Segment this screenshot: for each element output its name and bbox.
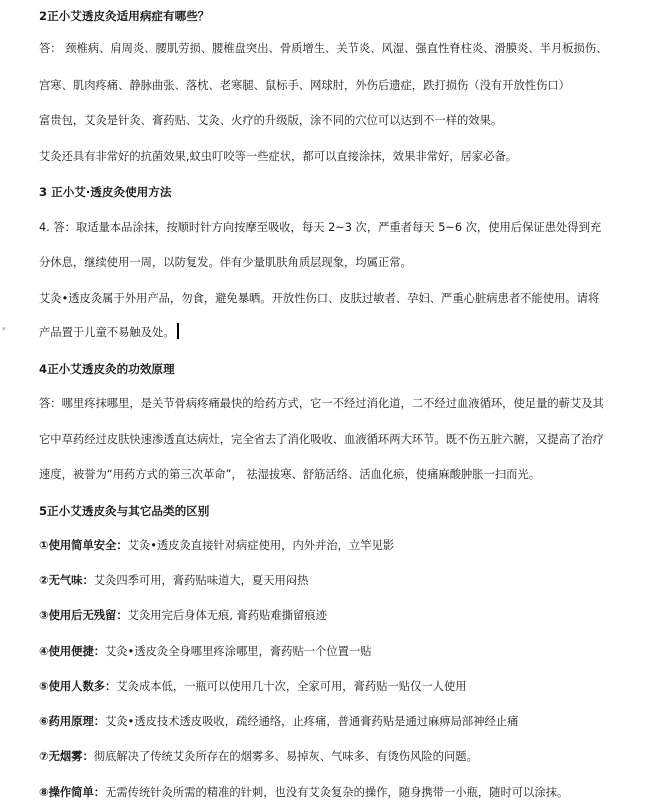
item-text: 艾灸•透皮灸直接针对病症使用，内外并治，立竿见影	[127, 539, 395, 552]
paragraph-line: 4. 答：取适量本品涂抹，按顺时针方向按摩至吸收，每天 2~3 次，严重者每天 5~6 次，使用后保证患处得到充	[39, 221, 602, 234]
paragraph-line: 它中草药经过皮肤快速渗透直达病灶，完全省去了消化吸收、血液循环两大环节。既不伤五脏六腑，又提高了治疗	[39, 433, 604, 446]
paragraph-line: 答： 颈椎病、肩周炎、腰肌劳损、腰椎盘突出、骨质增生、关节炎、风湿、强直性脊柱炎、滑膜炎、半月板损伤、	[39, 42, 608, 55]
margin-marker-icon: ▾	[2, 325, 6, 333]
list-item	[39, 607, 639, 625]
list-item	[39, 713, 639, 731]
section-heading: 2正小艾透皮灸适用病症有哪些？	[39, 9, 210, 23]
paragraph-line: 艾灸•透皮灸属于外用产品，勿食，避免暴晒。开放性伤口、皮肤过敏者、孕妇、严重心脏病患者不能使用。请将	[39, 292, 600, 305]
paragraph-line: 富贵包，艾灸是针灸、膏药贴、艾灸、火疗的升级版，涂不同的穴位可以达到不一样的效果。	[39, 114, 503, 127]
paragraph-line: 分休息，继续使用一周，以防复发。伴有少量肌肤角质层现象，均属正常。	[39, 256, 412, 269]
item-text: 艾灸四季可用，膏药贴味道大，夏天用闷热	[93, 574, 309, 587]
item-text: 艾灸成本低，一瓶可以使用几十次，全家可用，膏药贴一贴仅一人使用	[116, 680, 467, 693]
item-label: ⑧操作简单：	[39, 786, 106, 799]
item-text: 彻底解决了传统艾灸所存在的烟雾多、易掉灰、气味多、有烫伤风险的问题。	[93, 750, 478, 763]
item-label: ④使用便捷：	[39, 645, 106, 658]
section-heading: 5正小艾透皮灸与其它品类的区别	[39, 504, 210, 518]
paragraph-line: 速度，被誉为“用药方式的第三次革命”， 祛湿拔寒、舒筋活络、活血化瘀，使痛麻酸肿胀一扫而光。	[39, 468, 541, 481]
item-label: ①使用简单安全：	[39, 539, 128, 552]
list-item	[39, 643, 639, 661]
item-label: ⑦无烟雾：	[39, 750, 94, 763]
list-item	[39, 678, 639, 696]
list-item	[39, 572, 639, 590]
item-text: 艾灸•透皮灸全身哪里疼涂哪里，膏药贴一个位置一贴	[105, 645, 372, 658]
paragraph-text: 产品置于儿童不易触及处。	[39, 326, 175, 339]
paragraph-line-with-cursor[interactable]	[39, 323, 639, 342]
list-item	[39, 748, 639, 766]
section-heading: 4正小艾透皮灸的功效原理	[39, 362, 175, 376]
item-label: ⑤使用人数多：	[39, 680, 117, 693]
list-item	[39, 537, 639, 555]
list-item	[39, 784, 639, 802]
item-label: ②无气味：	[39, 574, 94, 587]
text-cursor	[177, 323, 179, 339]
item-text: 艾灸•透皮技术透皮吸收，疏经通络，止疼痛，普通膏药贴是通过麻痹局部神经止痛	[105, 715, 519, 728]
item-label: ⑥药用原理：	[39, 715, 106, 728]
paragraph-line: 艾灸还具有非常好的抗菌效果,蚊虫叮咬等一些症状，都可以直接涂抹，效果非常好，居家必备。	[39, 150, 518, 163]
item-label: ③使用后无残留：	[39, 609, 128, 622]
paragraph-line: 宫寒、肌肉疼痛、静脉曲张、落枕、老寒腿、鼠标手、网球肘，外伤后遗症，跌打损伤（没有开放性伤口）	[39, 79, 570, 92]
item-text: 无需传统针灸所需的精准的针刺，也没有艾灸复杂的操作，随身携带一小瓶，随时可以涂抹。	[105, 786, 569, 799]
item-text: 艾灸用完后身体无痕, 膏药贴难撕留痕迹	[127, 609, 327, 622]
section-heading: 3 正小艾·透皮灸使用方法	[39, 185, 172, 199]
paragraph-line: 答：哪里疼抹哪里，是关节骨病疼痛最快的给药方式，它一不经过消化道，二不经过血液循环，使足量的蕲艾及其	[39, 397, 604, 410]
